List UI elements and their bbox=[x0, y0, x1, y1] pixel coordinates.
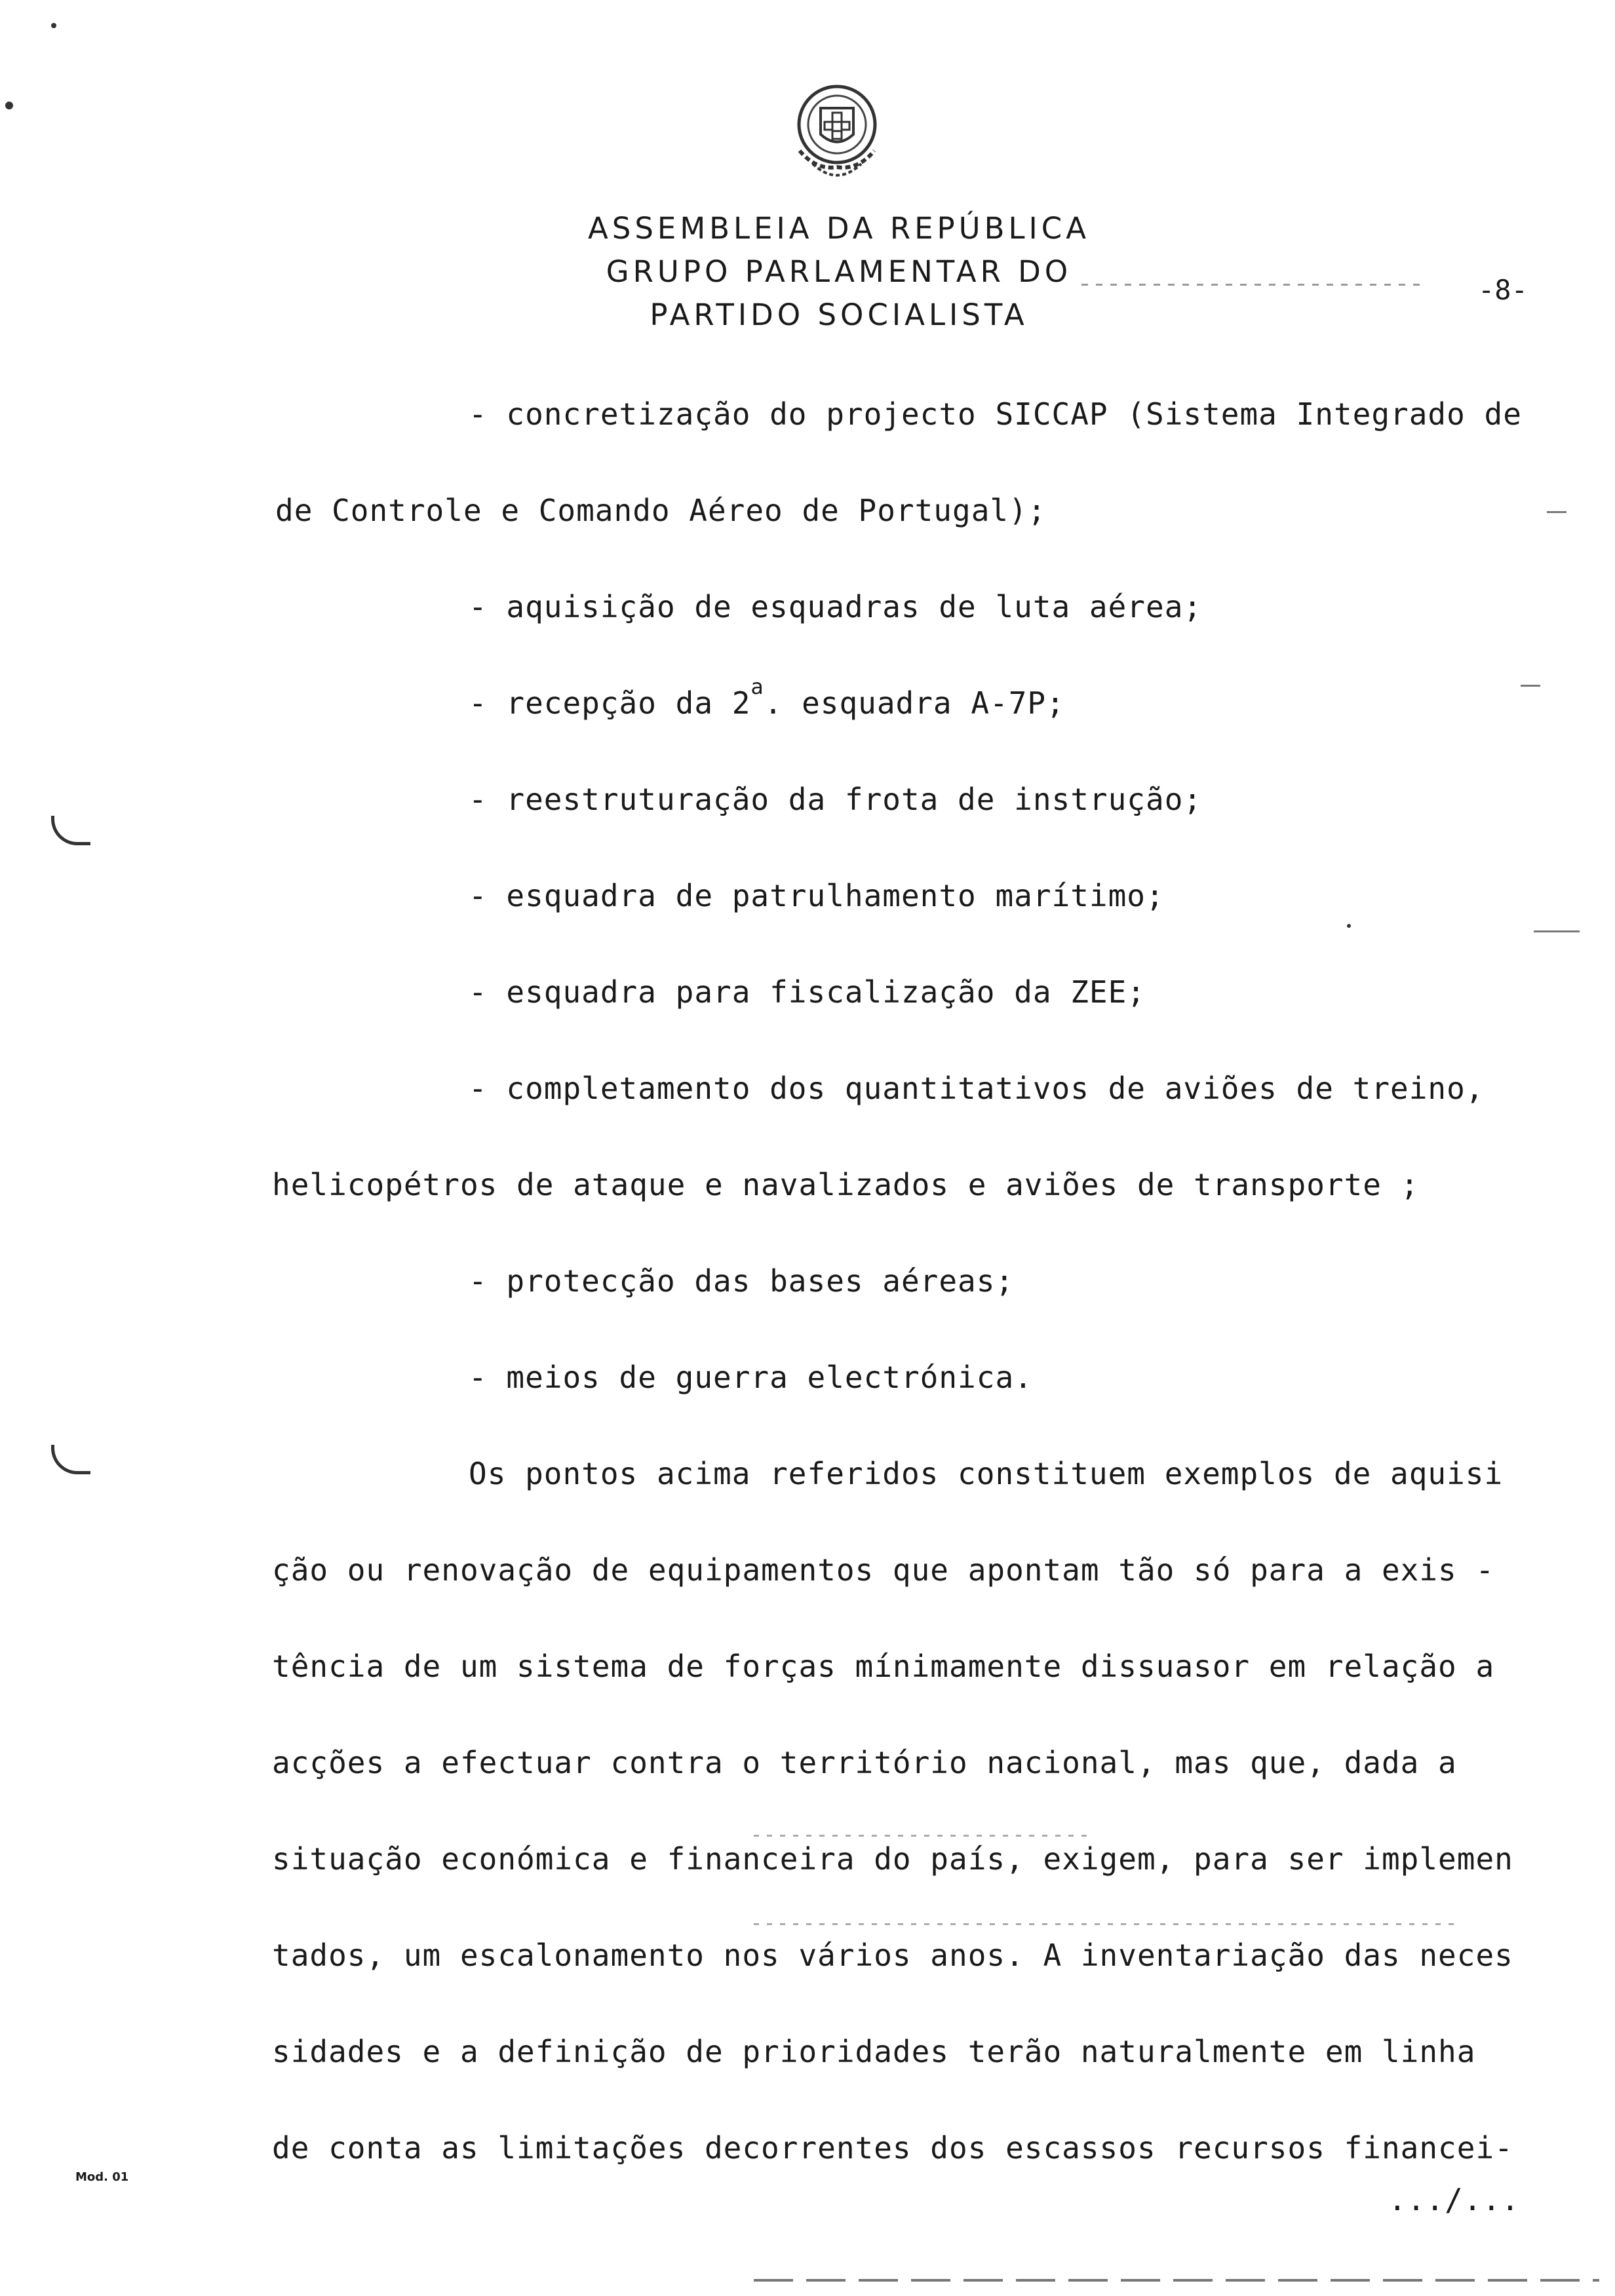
page-number: -8- bbox=[1478, 274, 1528, 306]
body-line-17: sidades e a definição de prioridades terão naturalmente em linha bbox=[272, 2034, 1476, 2069]
reception-prefix: - recepção da 2 bbox=[469, 685, 751, 721]
body-line-10: - meios de guerra electrónica. bbox=[469, 1360, 1033, 1395]
right-edge-marks bbox=[1521, 685, 1540, 687]
body-line-5: - esquadra de patrulhamento marítimo; bbox=[469, 878, 1165, 913]
page-bottom-edge bbox=[754, 2279, 1599, 2282]
body-line-11: Os pontos acima referidos constituem exemplos de aquisi bbox=[469, 1456, 1504, 1491]
right-edge-marks bbox=[1534, 930, 1580, 932]
scan-smudge bbox=[754, 1923, 1455, 1925]
reception-suffix: . esquadra A-7P; bbox=[764, 685, 1065, 721]
scan-smudge bbox=[754, 1835, 1095, 1837]
body-line-16: tados, um escalonamento nos vários anos. A inventariação das neces bbox=[272, 1938, 1513, 1973]
body-line-7: - completamento dos quantitativos de aviões de treino, bbox=[469, 1071, 1485, 1106]
right-edge-marks bbox=[1547, 511, 1566, 513]
scan-speck bbox=[5, 102, 13, 109]
body-line-9: - protecção das bases aéreas; bbox=[469, 1263, 1015, 1299]
continuation-mark: .../... bbox=[1388, 2182, 1520, 2217]
scan-speck bbox=[1347, 924, 1351, 928]
form-code: Mod. 01 bbox=[75, 2170, 129, 2184]
body-line-3: - aquisição de esquadras de luta aérea; bbox=[469, 589, 1203, 624]
body-line-2: de Controle e Comando Aéreo de Portugal); bbox=[275, 493, 1047, 528]
body-line-18: de conta as limitações decorrentes dos escassos recursos financei- bbox=[272, 2130, 1513, 2166]
binding-hole-mark-bottom bbox=[51, 1445, 90, 1474]
body-line-reception bbox=[469, 674, 1065, 721]
body-line-4: - reestruturação da frota de instrução; bbox=[469, 782, 1203, 817]
header-line-3: PARTIDO SOCIALISTA bbox=[650, 297, 1028, 332]
body-line-14: acções a efectuar contra o território nacional, mas que, dada a bbox=[272, 1745, 1457, 1780]
coat-of-arms-seal bbox=[780, 79, 895, 190]
body-line-1: - concretização do projecto SICCAP (Sistema Integrado de bbox=[469, 396, 1522, 432]
header-line-2: GRUPO PARLAMENTAR DO bbox=[606, 254, 1072, 289]
binding-hole-mark-top bbox=[51, 816, 90, 845]
body-line-13: tência de um sistema de forças mínimamente dissuasor em relação a bbox=[272, 1649, 1495, 1684]
body-line-15: situação económica e financeira do país, exigem, para ser implemen bbox=[272, 1841, 1513, 1877]
header-line-1: ASSEMBLEIA DA REPÚBLICA bbox=[587, 211, 1091, 246]
scan-speck bbox=[51, 23, 56, 28]
body-line-12: ção ou renovação de equipamentos que apontam tão só para a exis - bbox=[272, 1552, 1495, 1588]
reception-superscript: a bbox=[750, 674, 764, 699]
body-line-8: helicopétros de ataque e navalizados e aviões de transporte ; bbox=[272, 1167, 1420, 1202]
scan-smudge bbox=[1081, 284, 1422, 286]
body-line-6: - esquadra para fiscalização da ZEE; bbox=[469, 974, 1146, 1010]
